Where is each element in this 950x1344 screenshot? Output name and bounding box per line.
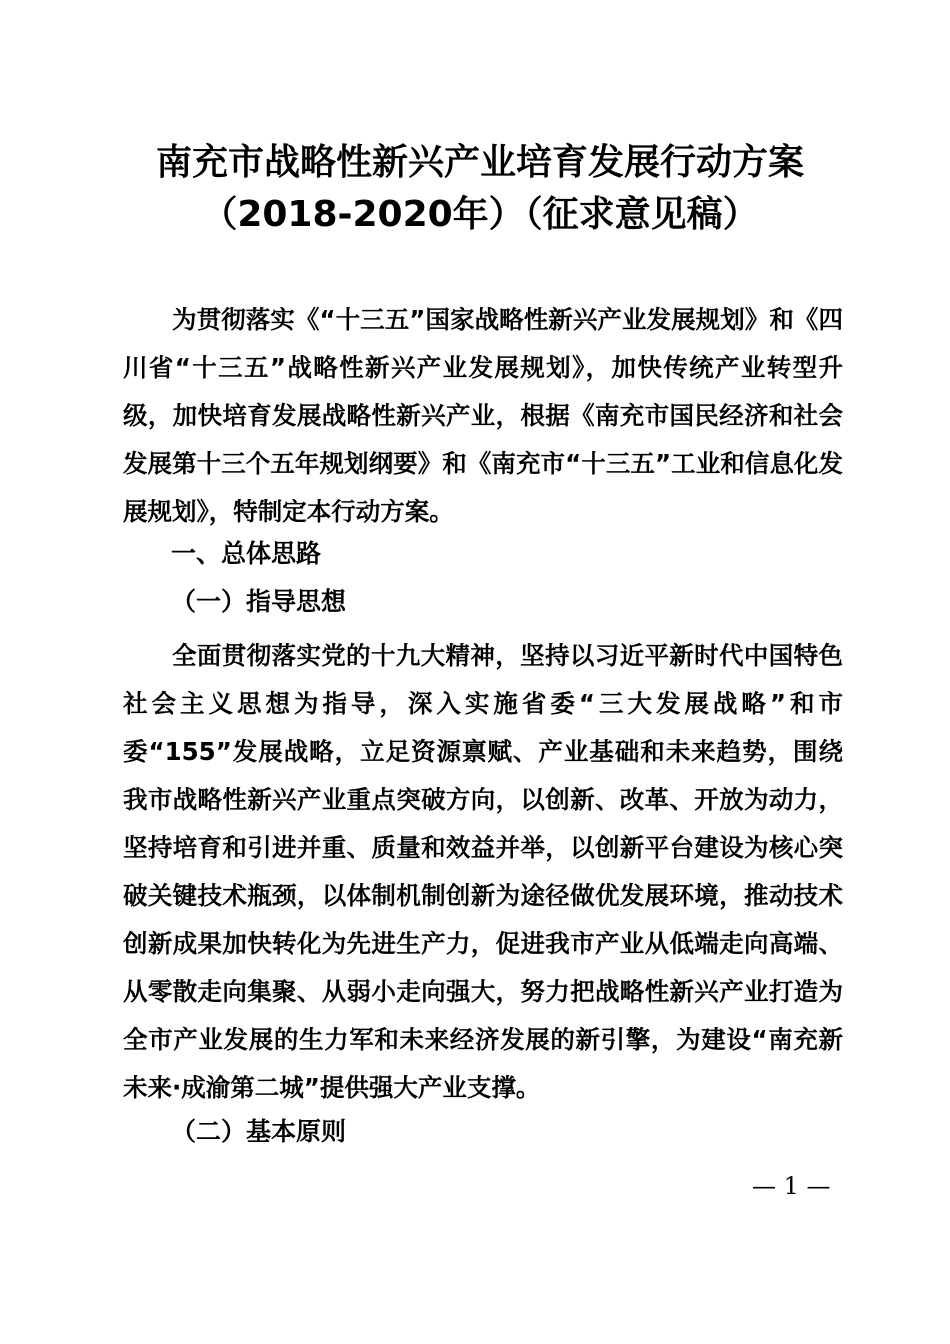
subsection-heading-guiding-ideology: （一）指导思想 (171, 587, 347, 616)
guiding-ideology-paragraph-text: 全面贯彻落实党的十九大精神，坚持以习近平新时代中国特色社会主义思想为指导，深入实施省委“三大发展战略”和市委“155”发展战略，立足资源禀赋、产业基础和未来趋势，围绕我市战略性新兴产业重点突破方向，以创新、改革、开放为动力，坚持培育和引进并重、质量和效益并举，以创新平台建设为核心突破关键技术瓶颈，以体制机制创新为途径做优发展环境，推动技术创新成果加快转化为先进生产力，促进我市产业从低端走向高端、从零散走向集聚、从弱小走向强大，努力把战略性新兴产业打造为全市产业发展的生力军和未来经济发展的新引擎，为建设“南充新未来·成渝第二城”提供强大产业支撑。 (123, 641, 843, 1102)
section-heading-overall-approach: 一、总体思路 (171, 539, 322, 568)
page-number: — 1 — (752, 1172, 831, 1200)
guiding-ideology-paragraph (123, 632, 843, 1112)
intro-paragraph-text: 为贯彻落实《“十三五”国家战略性新兴产业发展规划》和《四川省“十三五”战略性新兴产业发展规划》，加快传统产业转型升级，加快培育发展战略性新兴产业，根据《南充市国民经济和社会发展第十三个五年规划纲要》和《南充市“十三五”工业和信息化发展规划》，特制定本行动方案。 (123, 305, 843, 526)
subsection-heading-basic-principles: （二）基本原则 (171, 1117, 347, 1146)
document-title-line1: 南充市战略性新兴产业培育发展行动方案 (155, 142, 804, 183)
document-title-line2: （2018-2020年）（征求意见稿） (201, 194, 759, 235)
intro-paragraph (123, 296, 843, 536)
